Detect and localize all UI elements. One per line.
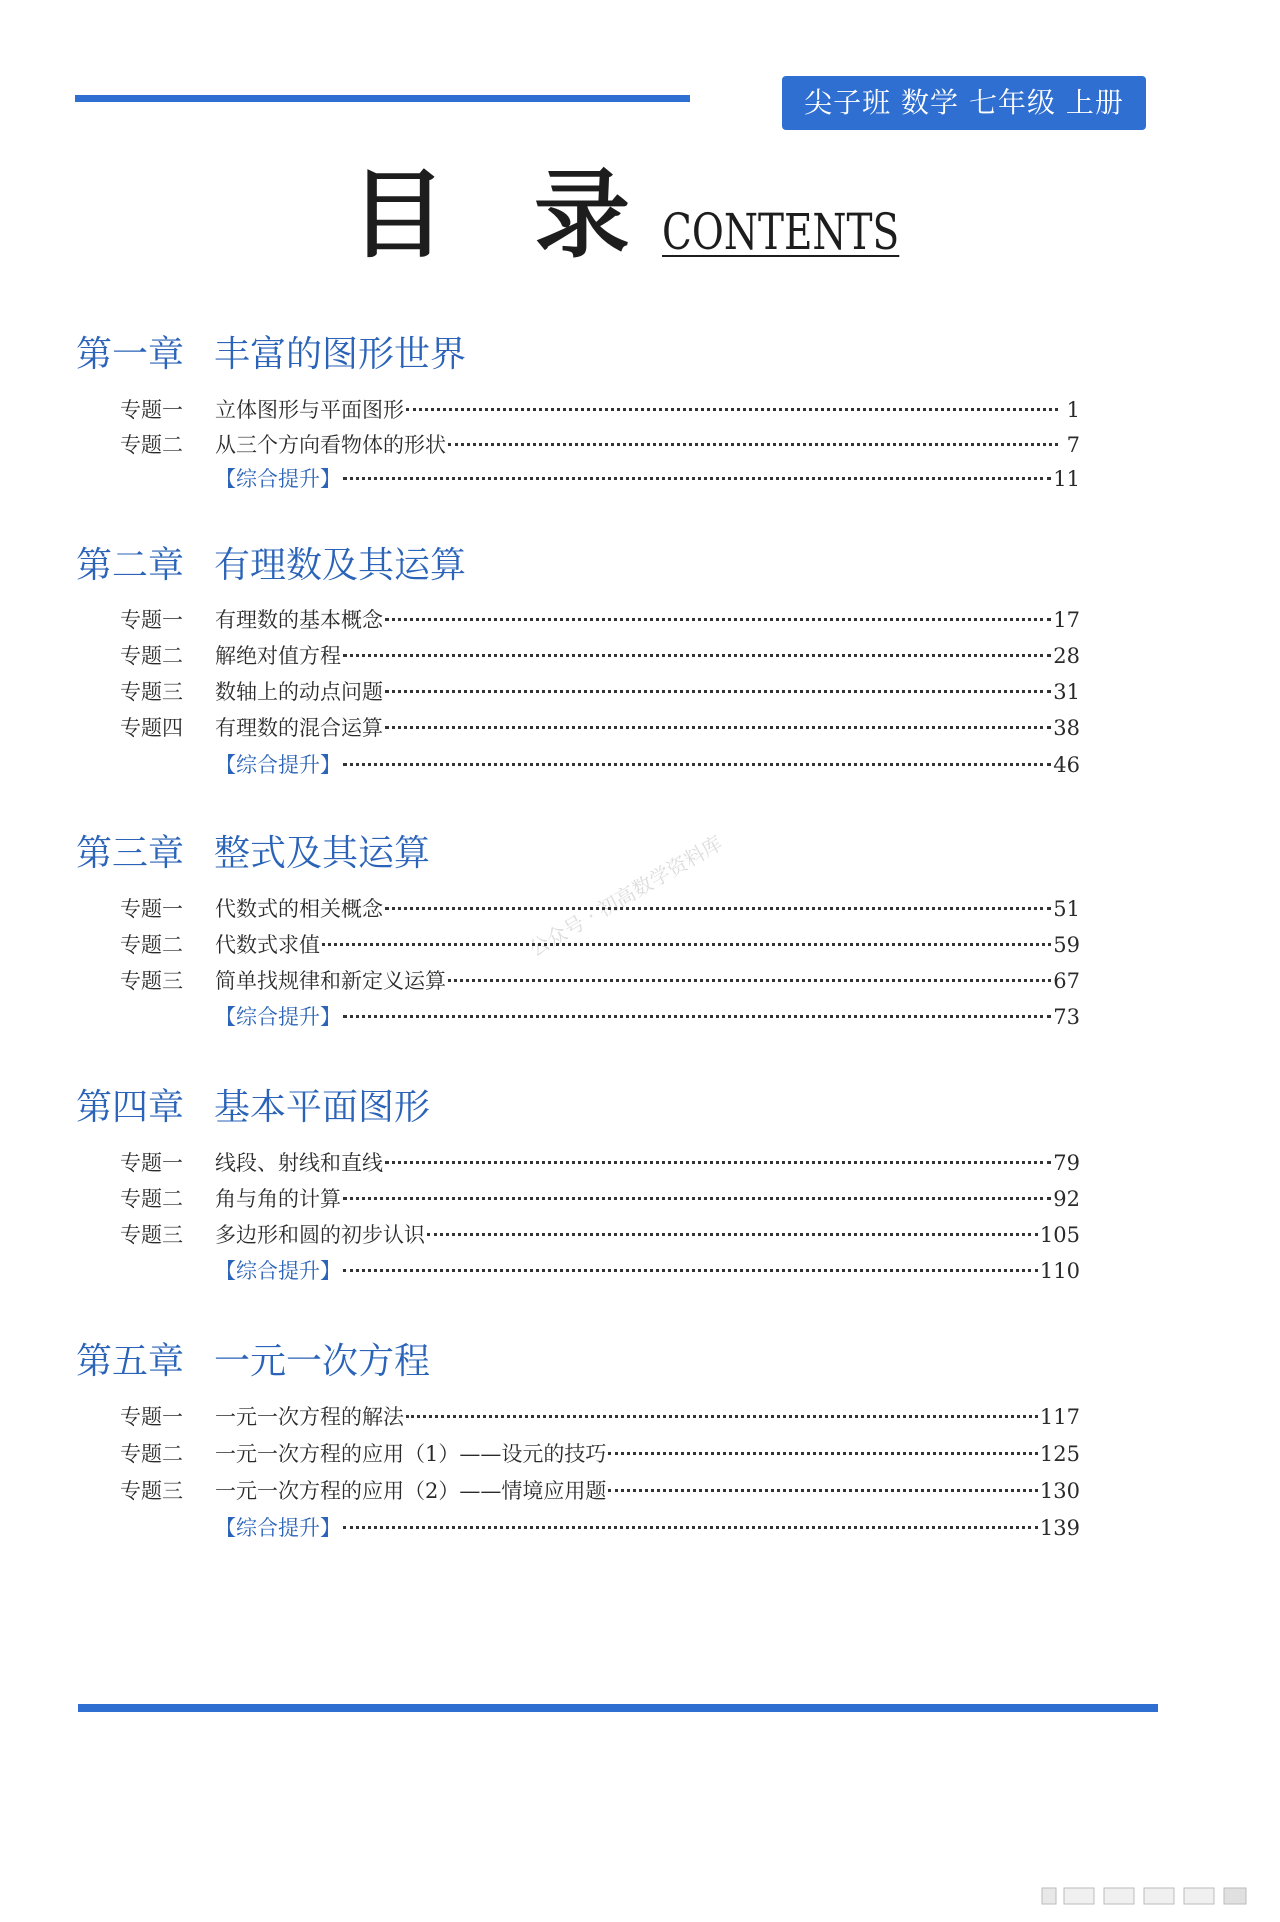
leader-dots [406, 406, 1058, 411]
toc-entry[interactable] [120, 393, 1080, 427]
page-number: 51 [1053, 897, 1080, 921]
bottom-decorative-rule [78, 1704, 1158, 1712]
leader-dots [385, 724, 1051, 729]
topic-label: 专题二 [120, 933, 183, 957]
toc-entry[interactable] [120, 1218, 1080, 1252]
page-number: 79 [1053, 1151, 1080, 1175]
chapter-title: 基本平面图形 [214, 1087, 431, 1128]
review-title: 【综合提升】 [215, 1516, 341, 1540]
page-number: 1 [1066, 398, 1080, 422]
chapter-heading [76, 1340, 430, 1384]
page-number: 59 [1053, 933, 1080, 957]
page-number: 117 [1039, 1405, 1080, 1429]
chapter-number: 第三章 [76, 833, 185, 874]
toc-entry-review[interactable] [120, 1511, 1080, 1545]
page-number: 139 [1039, 1516, 1080, 1540]
review-title: 【综合提升】 [215, 467, 341, 491]
page-number: 67 [1053, 969, 1080, 993]
leader-dots [448, 977, 1051, 982]
page-number: 31 [1053, 680, 1080, 704]
title-english: CONTENTS [662, 203, 900, 261]
page-number: 28 [1053, 644, 1080, 668]
topic-title: 线段、射线和直线 [215, 1151, 383, 1175]
toc-entry[interactable] [120, 675, 1080, 709]
toc-entry[interactable] [120, 964, 1080, 998]
review-title: 【综合提升】 [215, 753, 341, 777]
topic-label: 专题三 [120, 680, 183, 704]
toc-entry-review[interactable] [120, 1000, 1080, 1034]
page-number: 7 [1066, 433, 1080, 457]
topic-label: 专题三 [120, 1223, 183, 1247]
page-number: 110 [1039, 1259, 1080, 1283]
topic-title: 多边形和圆的初步认识 [215, 1223, 425, 1247]
leader-dots [608, 1487, 1038, 1492]
chapter-title: 有理数及其运算 [214, 545, 467, 586]
leader-dots [406, 1413, 1038, 1418]
toc-entry-review[interactable] [120, 1254, 1080, 1288]
leader-dots [385, 905, 1051, 910]
leader-dots [385, 688, 1051, 693]
topic-title: 代数式求值 [215, 933, 320, 957]
chapter-title: 一元一次方程 [214, 1341, 431, 1382]
toc-entry[interactable] [120, 892, 1080, 926]
book-label-badge: 尖子班 数学 七年级 上册 [782, 76, 1146, 130]
topic-title: 简单找规律和新定义运算 [215, 969, 446, 993]
review-title: 【综合提升】 [215, 1259, 341, 1283]
topic-title: 角与角的计算 [215, 1187, 341, 1211]
leader-dots [448, 441, 1058, 446]
toc-entry-review[interactable] [120, 748, 1080, 782]
topic-title: 一元一次方程的应用（1）——设元的技巧 [215, 1442, 607, 1466]
topic-label: 专题四 [120, 716, 183, 740]
toc-entry[interactable] [120, 639, 1080, 673]
leader-dots [343, 1524, 1038, 1529]
chapter-heading [76, 1086, 430, 1130]
title-chinese: 目录 [350, 158, 718, 271]
page-number: 125 [1039, 1442, 1080, 1466]
topic-title: 代数式的相关概念 [215, 897, 383, 921]
page-number: 105 [1039, 1223, 1080, 1247]
page-number: 11 [1053, 467, 1080, 491]
page-number: 73 [1053, 1005, 1080, 1029]
leader-dots [608, 1450, 1038, 1455]
page-number: 130 [1039, 1479, 1080, 1503]
leader-dots [322, 941, 1051, 946]
chapter-number: 第四章 [76, 1087, 185, 1128]
topic-label: 专题三 [120, 1479, 183, 1503]
watermark-text: 公众号 · 初高数学资料库 [524, 830, 727, 962]
leader-dots [343, 1267, 1038, 1272]
leader-dots [343, 475, 1051, 480]
leader-dots [343, 1013, 1051, 1018]
chapter-number: 第一章 [76, 334, 185, 375]
toc-entry[interactable] [120, 1437, 1080, 1471]
toc-entry[interactable] [120, 1474, 1080, 1508]
chapter-heading [76, 333, 466, 377]
leader-dots [427, 1231, 1038, 1236]
topic-title: 数轴上的动点问题 [215, 680, 383, 704]
topic-label: 专题一 [120, 608, 183, 632]
page-title [350, 160, 950, 270]
toc-entry[interactable] [120, 928, 1080, 962]
topic-label: 专题二 [120, 1187, 183, 1211]
topic-label: 专题一 [120, 897, 183, 921]
chapter-heading [76, 832, 430, 876]
scan-artifact-icon [1040, 1882, 1250, 1908]
page-number: 46 [1053, 753, 1080, 777]
topic-label: 专题三 [120, 969, 183, 993]
top-decorative-rule [75, 95, 690, 102]
toc-entry[interactable] [120, 428, 1080, 462]
topic-title: 解绝对值方程 [215, 644, 341, 668]
topic-title: 立体图形与平面图形 [215, 398, 404, 422]
leader-dots [385, 616, 1051, 621]
topic-title: 有理数的混合运算 [215, 716, 383, 740]
page-number: 17 [1053, 608, 1080, 632]
chapter-number: 第五章 [76, 1341, 185, 1382]
topic-label: 专题一 [120, 398, 183, 422]
chapter-number: 第二章 [76, 545, 185, 586]
chapter-title: 丰富的图形世界 [214, 334, 467, 375]
page-number: 38 [1053, 716, 1080, 740]
topic-title: 从三个方向看物体的形状 [215, 433, 446, 457]
topic-title: 有理数的基本概念 [215, 608, 383, 632]
leader-dots [385, 1159, 1051, 1164]
leader-dots [343, 652, 1051, 657]
topic-label: 专题二 [120, 644, 183, 668]
toc-entry[interactable] [120, 711, 1080, 745]
toc-entry-review[interactable] [120, 462, 1080, 496]
leader-dots [343, 1195, 1051, 1200]
toc-entry[interactable] [120, 1400, 1080, 1434]
toc-entry[interactable] [120, 1182, 1080, 1216]
topic-label: 专题二 [120, 433, 183, 457]
review-title: 【综合提升】 [215, 1005, 341, 1029]
toc-entry[interactable] [120, 603, 1080, 637]
topic-title: 一元一次方程的解法 [215, 1405, 404, 1429]
page-number: 92 [1053, 1187, 1080, 1211]
topic-title: 一元一次方程的应用（2）——情境应用题 [215, 1479, 607, 1503]
toc-entry[interactable] [120, 1146, 1080, 1180]
topic-label: 专题一 [120, 1151, 183, 1175]
chapter-heading [76, 544, 466, 588]
topic-label: 专题一 [120, 1405, 183, 1429]
chapter-title: 整式及其运算 [214, 833, 431, 874]
topic-label: 专题二 [120, 1442, 183, 1466]
leader-dots [343, 761, 1051, 766]
